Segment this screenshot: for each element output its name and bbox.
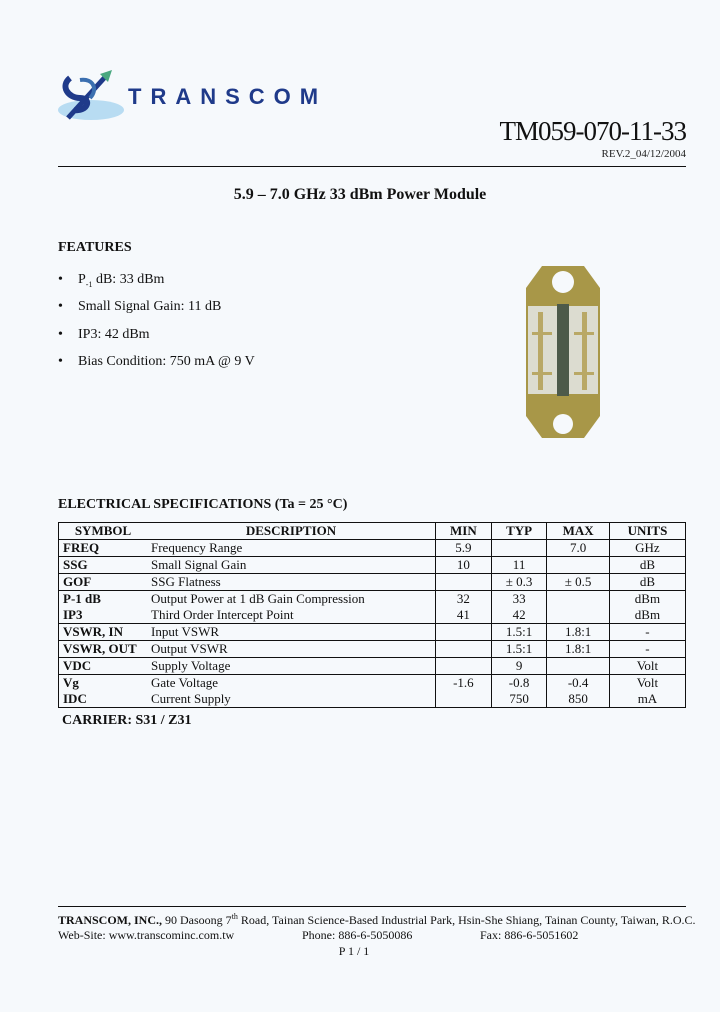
row-description: Gate Voltage — [147, 675, 436, 692]
row-units: dB — [609, 574, 685, 591]
column-header-symbol: SYMBOL — [59, 523, 148, 540]
row-description: Small Signal Gain — [147, 557, 436, 574]
row-units: - — [609, 641, 685, 658]
row-typ: 1.5:1 — [491, 624, 547, 641]
row-units: dBm — [609, 607, 685, 624]
features-heading: FEATURES — [58, 240, 132, 255]
row-max: 850 — [547, 691, 610, 708]
table-row — [59, 557, 686, 574]
product-photo — [520, 262, 606, 442]
page-number: P 1 / 1 — [338, 944, 370, 958]
row-max — [547, 591, 610, 608]
part-number: TM059-070-11-33 — [499, 116, 686, 146]
row-description: Current Supply — [147, 691, 436, 708]
row-symbol: IDC — [59, 691, 148, 708]
table-row — [59, 675, 686, 692]
row-units: mA — [609, 691, 685, 708]
row-symbol: VSWR, OUT — [59, 641, 148, 658]
row-units: GHz — [609, 540, 685, 557]
specifications-table — [58, 522, 686, 708]
feature-item: • Small Signal Gain: 11 dB — [58, 299, 222, 314]
row-units: Volt — [609, 658, 685, 675]
table-row — [59, 591, 686, 608]
table-row — [59, 624, 686, 641]
table-row — [59, 658, 686, 675]
footer-fax: Fax: 886-6-5051602 — [480, 928, 579, 942]
row-max — [547, 607, 610, 624]
row-typ — [491, 540, 547, 557]
row-min — [436, 658, 492, 675]
column-header-typ: TYP — [491, 523, 547, 540]
row-symbol: SSG — [59, 557, 148, 574]
row-symbol: P-1 dB — [59, 591, 148, 608]
row-description: Supply Voltage — [147, 658, 436, 675]
table-row — [59, 607, 686, 624]
footer-address: TRANSCOM, INC., 90 Dasoong 7th Road, Tainan Science-Based Industrial Park, Hsin-She Shiang, Tainan County, Taiwan, R.O.C. — [58, 912, 696, 927]
footer-divider — [58, 906, 686, 907]
document-title: 5.9 – 7.0 GHz 33 dBm Power Module — [233, 186, 487, 203]
footer-phone: Phone: 886-6-5050086 — [302, 928, 413, 942]
row-units: dB — [609, 557, 685, 574]
row-min: 5.9 — [436, 540, 492, 557]
row-units: dBm — [609, 591, 685, 608]
column-header-description: DESCRIPTION — [147, 523, 436, 540]
row-max — [547, 557, 610, 574]
row-description: Third Order Intercept Point — [147, 607, 436, 624]
table-row — [59, 641, 686, 658]
row-symbol: FREQ — [59, 540, 148, 557]
row-symbol: IP3 — [59, 607, 148, 624]
row-max: 1.8:1 — [547, 624, 610, 641]
row-min — [436, 641, 492, 658]
row-max: -0.4 — [547, 675, 610, 692]
row-typ: 750 — [491, 691, 547, 708]
row-description: SSG Flatness — [147, 574, 436, 591]
company-logo-text: TRANSCOM — [128, 84, 328, 109]
column-header-units: UNITS — [609, 523, 685, 540]
row-min: -1.6 — [436, 675, 492, 692]
row-typ: 1.5:1 — [491, 641, 547, 658]
revision: REV.2_04/12/2004 — [601, 148, 686, 160]
feature-item: • Bias Condition: 750 mA @ 9 V — [58, 354, 255, 369]
table-row — [59, 574, 686, 591]
row-typ: 11 — [491, 557, 547, 574]
row-min: 32 — [436, 591, 492, 608]
table-row — [59, 540, 686, 557]
row-max: 7.0 — [547, 540, 610, 557]
column-header-max: MAX — [547, 523, 610, 540]
row-symbol: VDC — [59, 658, 148, 675]
header-divider — [58, 166, 686, 167]
row-description: Output VSWR — [147, 641, 436, 658]
specifications-heading: ELECTRICAL SPECIFICATIONS (Ta = 25 °C) — [58, 497, 348, 512]
feature-item: • IP3: 42 dBm — [58, 327, 150, 342]
table-header-row — [59, 523, 686, 540]
table-row — [59, 691, 686, 708]
row-units: - — [609, 624, 685, 641]
row-typ: 42 — [491, 607, 547, 624]
row-min — [436, 624, 492, 641]
row-description: Output Power at 1 dB Gain Compression — [147, 591, 436, 608]
row-typ: 9 — [491, 658, 547, 675]
row-typ: -0.8 — [491, 675, 547, 692]
row-symbol: GOF — [59, 574, 148, 591]
footer-website: Web-Site: www.transcominc.com.tw — [58, 928, 235, 942]
row-min — [436, 574, 492, 591]
row-min: 41 — [436, 607, 492, 624]
row-min — [436, 691, 492, 708]
column-header-min: MIN — [436, 523, 492, 540]
row-symbol: VSWR, IN — [59, 624, 148, 641]
carrier-info: CARRIER: S31 / Z31 — [62, 713, 192, 728]
row-units: Volt — [609, 675, 685, 692]
row-symbol: Vg — [59, 675, 148, 692]
row-min: 10 — [436, 557, 492, 574]
row-typ: 33 — [491, 591, 547, 608]
row-max: ± 0.5 — [547, 574, 610, 591]
company-logo — [58, 68, 128, 124]
row-max — [547, 658, 610, 675]
row-description: Input VSWR — [147, 624, 436, 641]
row-typ: ± 0.3 — [491, 574, 547, 591]
row-max: 1.8:1 — [547, 641, 610, 658]
feature-item: • $P_{-1}$ dB: 33 dBm — [58, 272, 165, 289]
row-description: Frequency Range — [147, 540, 436, 557]
